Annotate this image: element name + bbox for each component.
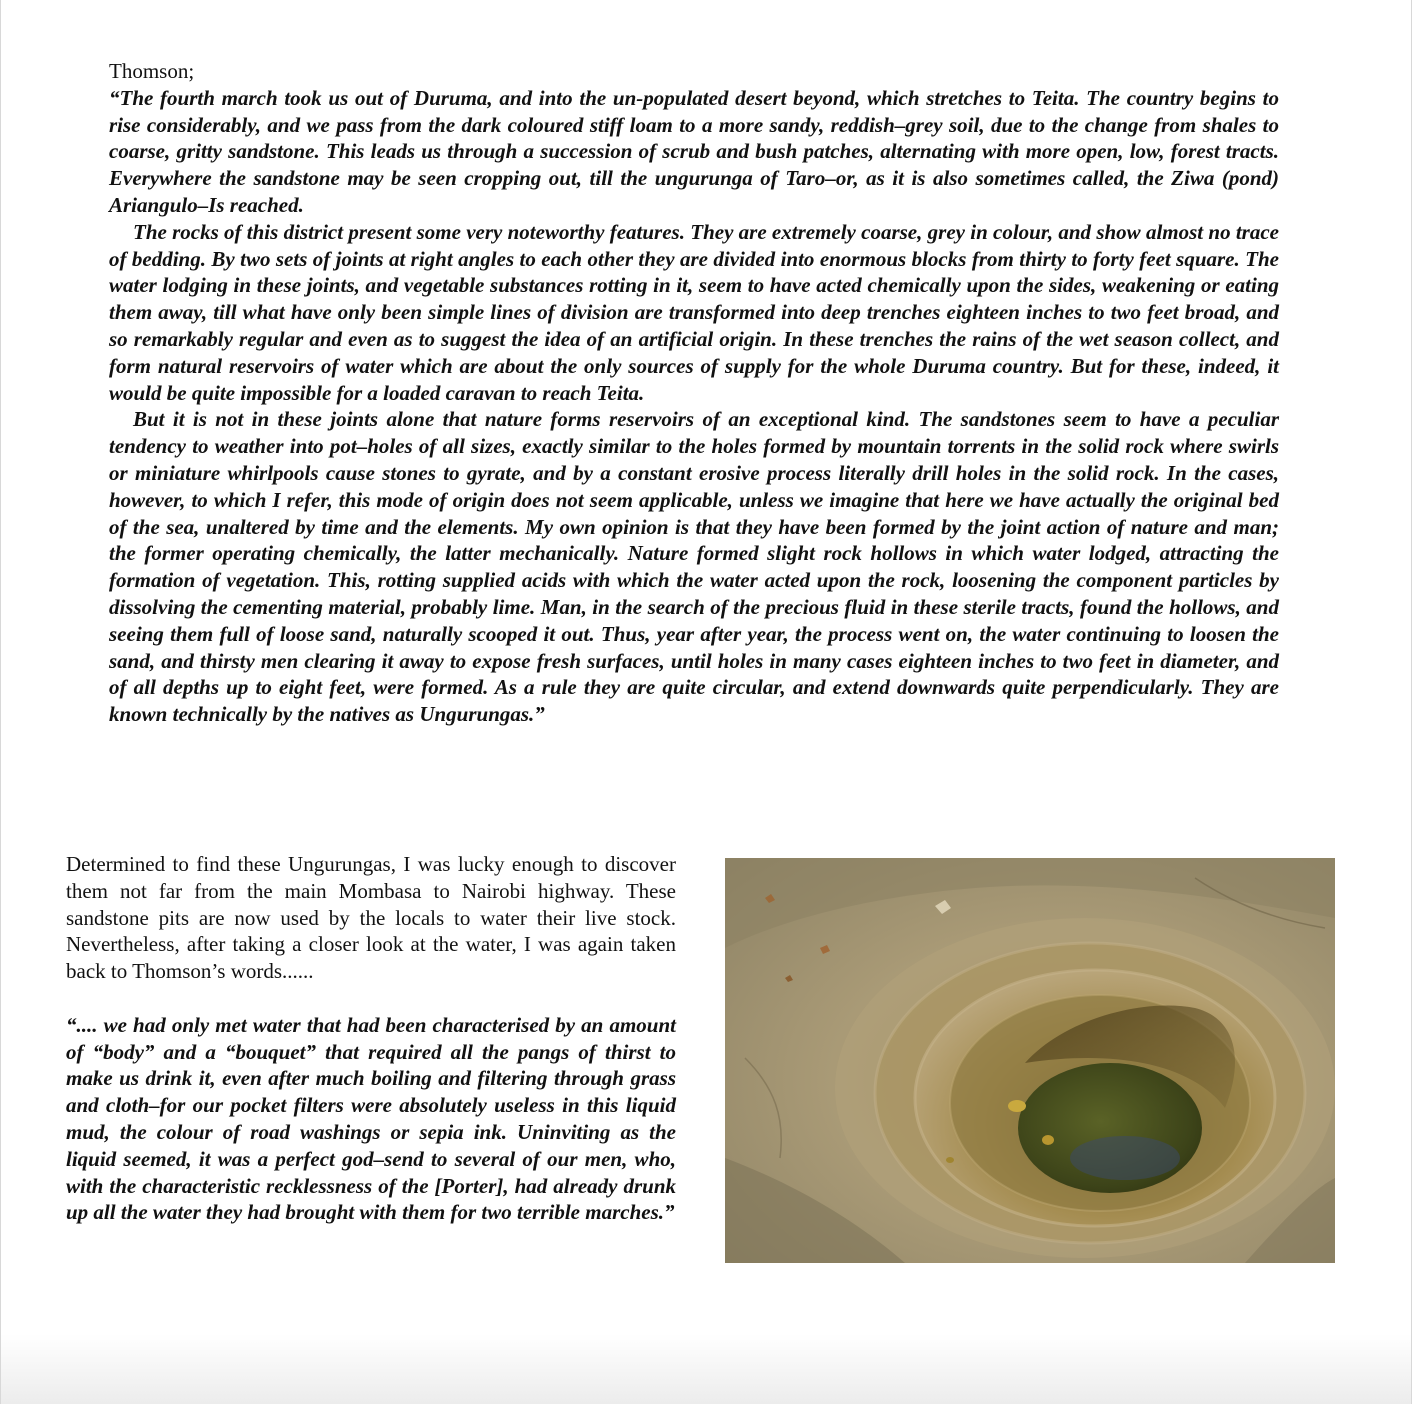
thomson-quote-block: [109, 58, 1279, 728]
narrative-paragraph: Determined to find these Ungurungas, I was lucky enough to discover them not far from the main Mombasa to Nairobi highway. These sandstone pits are now used by the locals to water their live stock. Nevertheless, after taking a closer look at the water, I was again taken back to Thomson’s words......: [66, 852, 676, 984]
ungurunga-photo: [725, 858, 1335, 1263]
page-bottom-shade: [1, 1334, 1411, 1404]
narrative-column: [66, 851, 676, 1226]
quote-paragraph-1: “The fourth march took us out of Duruma, and into the un-populated desert beyond, which stretches to Teita. The country begins to rise considerably, and we pass from the dark coloured stiff loam to a more sandy, reddish–grey soil, due to the change from shales to coarse, gritty sandstone. This leads us through a succession of scrub and bush patches, alternating with more open, low, forest tracts. Everywhere the sandstone may be seen cropping out, till the ungurunga of Taro–or, as it is also sometimes called, the Ziwa (pond) Ariangulo–Is reached.: [109, 85, 1279, 217]
quote-paragraph-2: The rocks of this district present some very noteworthy features. They are extremely coarse, grey in colour, and show almost no trace of bedding. By two sets of joints at right angles to each other they are divided into enormous blocks from thirty to forty feet square. The water lodging in these joints, and vegetable substances rotting in it, seem to have acted chemically upon the sides, weakening or eating them away, till what have only been simple lines of division are transformed into deep trenches eighteen inches to two feet broad, and so remarkably regular and even as to suggest the idea of an artificial origin. In these trenches the rains of the wet season collect, and form natural reservoirs of water which are about the only sources of supply for the whole Duruma country. But for these, indeed, it would be quite impossible for a loaded caravan to reach Teita.: [109, 219, 1279, 405]
second-quote-paragraph: “.... we had only met water that had been characterised by an amount of “body” and a “bouquet” that required all the pangs of thirst to make us drink it, even after much boiling and filtering through grass and cloth–for our pocket filters were absolutely useless in this liquid mud, the colour of road washings or sepia ink. Uninviting as the liquid seemed, it was a perfect god–send to several of our men, who, with the characteristic recklessness of the [Porter], had already drunk up all the water they had brought with them for two terrible marches.”: [66, 1012, 676, 1225]
quote-attribution: Thomson;: [109, 59, 195, 83]
quote-paragraph-3: But it is not in these joints alone that nature forms reservoirs of an exceptional kind. The sandstones seem to have a peculiar tendency to weather into pot–holes of all sizes, exactly similar to the holes formed by mountain torrents in the solid rock where swirls or miniature whirlpools cause stones to gyrate, and by a constant erosive process literally drill holes in the solid rock. In the cases, however, to which I refer, this mode of origin does not seem applicable, unless we imagine that here we have actually the original bed of the sea, unaltered by time and the elements. My own opinion is that they have been formed by the joint action of nature and man; the former operating chemically, the latter mechanically. Nature formed slight rock hollows in which water lodged, attracting the formation of vegetation. This, rotting supplied acids with which the water acted upon the rock, loosening the component particles by dissolving the cementing material, probably lime. Man, in the search of the precious fluid in these sterile tracts, found the hollows, and seeing them full of loose sand, naturally scooped it out. Thus, year after year, the process went on, the water continuing to loosen the sand, and thirsty men clearing it away to expose fresh surfaces, until holes in many cases eighteen inches to two feet in diameter, and of all depths up to eight feet, were formed. As a rule they are quite circular, and extend downwards quite perpendicularly. They are known technically by the natives as Ungurungas.”: [109, 407, 1279, 727]
